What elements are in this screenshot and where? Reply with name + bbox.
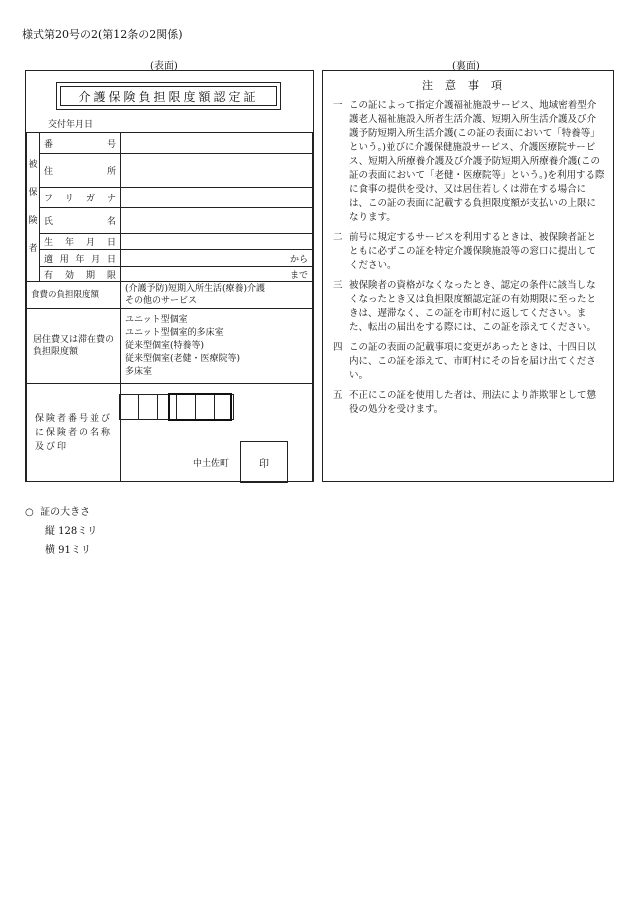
front-side-label: (表面) [150, 61, 178, 72]
number-label: 番号 [40, 133, 121, 154]
address-label: 住所 [40, 154, 121, 188]
certificate-title: 介護保険負担限度額認定証 [60, 86, 277, 106]
insurer-town-name: 中土佐町 [193, 459, 230, 469]
size-title: 証の大きさ [40, 507, 91, 518]
note-item: 二 前号に規定するサービスを利用するときは、被保険者証とともに必ずこの証を特定介護保険施設等の窓口に提出してください。 [333, 232, 597, 271]
seal-box [240, 441, 288, 483]
certificate-title-box [56, 82, 281, 110]
food-limit-values [121, 282, 313, 309]
certificate-size-block [25, 503, 97, 560]
insurer-area [121, 384, 313, 482]
certificate-front [25, 70, 314, 482]
residence-item: 従来型個室(特養等) [125, 340, 205, 351]
start-date-suffix: から [121, 250, 313, 267]
birthdate-label: 生年月日 [40, 234, 121, 250]
note-item: 四 この証の表面の記載事項に変更があったときは、十四日以内に、この証を添えて、市町村にその旨を届け出てください。 [333, 342, 596, 381]
size-width: 横 91ミリ [45, 545, 91, 556]
form-title: 様式第20号の2(第12条の2関係) [22, 28, 183, 41]
size-height: 縦 128ミリ [45, 526, 98, 537]
note-item: 一 この証によって指定介護福祉施設サービス、地域密着型介護老人福祉施設入所者生活介護、短期入所生活介護及び介護予防短期入所生活介護(この証の表面において「特養等」という。)並びに介護保健施設サービス、介護医療院サービス、短期入所療養介護及び介護予防短期入所療養介護(この証の表面において「老健・医療院等」という。)を利用する際に食事の提供を受け、又は居住若しくは滞在する場合には、この証の表面に記載する負担限度額が支払いの上限になります。 [333, 100, 605, 223]
insurer-number-boxes [120, 394, 234, 420]
furigana-value [121, 188, 313, 208]
back-side-label: (裏面) [452, 61, 480, 72]
insurer-number-box [138, 394, 158, 420]
insurer-label: 保険者番号並びに保険者の名称及び印 [27, 384, 121, 482]
insurer-number-highlight [168, 393, 232, 421]
insurer-number-box [119, 394, 139, 420]
name-label: 氏名 [40, 208, 121, 234]
food-line-1: (介護予防)短期入所生活(療養)介護 [125, 284, 266, 294]
residence-item: 従来型個室(老健・医療院等) [125, 353, 241, 364]
address-value [121, 154, 313, 188]
certificate-back [322, 70, 614, 482]
residence-limit-label: 居住費又は滞在費の負担限度額 [27, 309, 121, 384]
food-limit-label: 食費の負担限度額 [27, 282, 121, 309]
furigana-label: フリガナ [40, 188, 121, 208]
expiry-suffix: まで [121, 267, 313, 282]
residence-item: ユニット型個室 [125, 314, 188, 325]
residence-limit-values [121, 309, 313, 384]
start-date-label: 適用年月日 [40, 250, 121, 267]
note-item: 五 不正にこの証を使用した者は、刑法により詐欺罪として懲役の処分を受けます。 [333, 390, 597, 415]
expiry-label: 有効期限 [40, 267, 121, 282]
residence-item: ユニット型個室的多床室 [125, 327, 224, 338]
seal-label: 印 [259, 458, 269, 470]
residence-item: 多床室 [125, 366, 153, 377]
size-marker: ○ [25, 507, 34, 518]
birthdate-value [121, 234, 313, 250]
food-line-2: その他のサービス [125, 296, 198, 306]
insured-person-label: 被 保 険 者 [27, 133, 40, 282]
issue-date-label: 交付年月日 [48, 120, 94, 130]
insured-info-table [26, 132, 313, 482]
note-item: 三 被保険者の資格がなくなったとき、認定の条件に該当しなくなったとき又は負担限度額認定証の有効期限に至ったときは、遅滞なく、この証を市町村に返してください。また、転出の届出をする際には、この証を添えてください。 [333, 280, 597, 333]
notes-title: 注意事項 [422, 79, 514, 92]
name-value [121, 208, 313, 234]
number-value [121, 133, 313, 154]
notes-list [333, 99, 605, 423]
